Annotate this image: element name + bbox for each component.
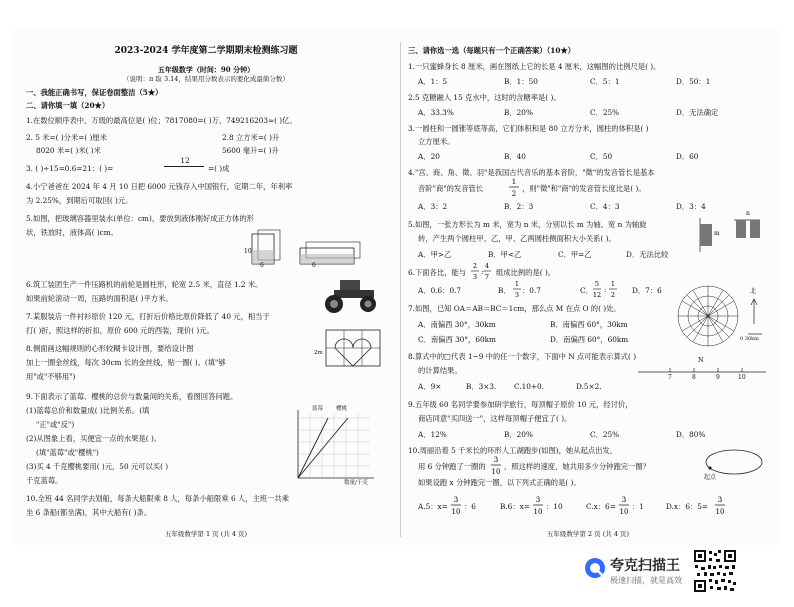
r8-opt-a: A．9×	[418, 382, 442, 391]
r8-point-n: N	[698, 356, 704, 364]
q5-dim-3: 6	[312, 262, 316, 269]
svg-text:10: 10	[491, 468, 501, 476]
r4-opt-c: C．4：3	[590, 202, 620, 211]
r5b: 转，产生两个圆柱甲、乙，甲、乙两圆柱侧面积大小关系( )。	[418, 234, 616, 243]
r10-opt-c-fraction	[618, 494, 630, 518]
r1: 1.一只蜜蜂身长 8 厘米，画在图纸上它的长是 4 厘米，这幅图的比例尺是( )。	[408, 62, 661, 71]
r8-number-line	[634, 364, 770, 384]
r5: 5.如图，一张方形长为 m 米，宽为 n 米，分别以长 m 为轴、宽 n 为轴旋	[408, 220, 647, 229]
q3: 3. ( )÷15=0.6=21：( )=	[26, 164, 114, 173]
q9-legend-blueberry: 蓝莓	[312, 406, 324, 412]
r5-label-n: n	[746, 210, 750, 217]
page-1	[22, 30, 390, 545]
q2d: 5600 毫升=( )升	[222, 146, 279, 155]
page-2-footer: 五年级数学第 2 页 (共 4 页)	[546, 530, 630, 538]
r10-opt-c: C.x：6=	[586, 502, 616, 511]
r6: 6.下面各比，能与	[408, 268, 467, 277]
r6-ratio-fraction	[470, 260, 492, 284]
r10-opt-a-fraction	[450, 494, 462, 518]
r4b2: ，则"徵"和"商"的发音管长度比是( )。	[522, 184, 646, 193]
r1-opt-c: C．5：1	[590, 77, 620, 86]
r7-opt-c: C．南偏西 30°，60km	[418, 335, 496, 344]
r4b: 音阶"商"的发音管长	[418, 184, 484, 193]
page-divider	[400, 42, 401, 537]
r2-opt-b: B．20%	[504, 108, 533, 117]
r3b: 立方厘米。	[418, 137, 455, 146]
svg-text:2: 2	[610, 291, 616, 299]
svg-text:4: 4	[484, 262, 490, 270]
svg-text::: :	[481, 268, 484, 276]
r9-opt-a: A．12%	[418, 430, 447, 439]
q7b: 打( )折，照这样的折扣，原价 600 元的西装，现价( )元。	[26, 326, 214, 335]
scanner-brand-name: 夸克扫描王	[610, 558, 680, 574]
r1-opt-d: D．50：1	[676, 77, 711, 86]
r4-opt-d: D．3：4	[676, 202, 706, 211]
r10b: 用 6 分钟跑了一圈的	[418, 462, 486, 471]
r6-opt-b-tail: ：0.7	[522, 286, 541, 295]
q7: 7.某服装店一件衬衫原价 120 元，打折后价格比原价降低了 40 元，相当于	[26, 312, 270, 321]
r4: 4."宫、商、角、徵、羽"是我国古代音乐的基本音阶，"徵"的发音管长是基本	[408, 168, 655, 177]
r10-start-label: 起点	[704, 474, 717, 481]
r10-opt-c-tail: ：1	[632, 502, 644, 511]
svg-text:3: 3	[453, 496, 459, 504]
svg-text:3: 3	[621, 496, 627, 504]
scanner-logo-icon	[584, 557, 606, 579]
r9: 9.五年级 60 名同学要参加研学旅行，每顶帽子原价 10 元，经讨价，	[408, 400, 633, 409]
svg-text:7: 7	[484, 273, 490, 281]
q6: 6.筑工装团生产一件压路机的前轮是圆柱形，轮宽 2.5 米，直径 1.2 米。	[26, 280, 263, 289]
q3-frac-num: 12	[180, 156, 190, 165]
r8-tick-8: 8	[692, 374, 696, 381]
r4-opt-b: B．2：3	[504, 202, 534, 211]
r1-opt-a: A．1：5	[418, 77, 448, 86]
r10-opt-b-tail: ：10	[546, 502, 563, 511]
svg-text:3: 3	[535, 496, 541, 504]
r10-opt-d-fraction	[714, 494, 726, 518]
r2-opt-a: A．33.3%	[418, 108, 454, 117]
r8-tick-10: 10	[738, 374, 746, 381]
r8-tick-7: 7	[668, 374, 672, 381]
q3-tail: =( )成	[208, 164, 230, 173]
q8-unit: 2m	[314, 350, 323, 356]
r7-scale-label: 0 30km	[740, 336, 759, 342]
r7-opt-d: D．南偏西 60°，60km	[550, 335, 629, 344]
r10-opt-d: D.x：6：5=	[666, 502, 709, 511]
exam-subject: 五年级数学（时间：90 分钟）	[157, 65, 255, 74]
r7-opt-b: B．南偏西 60°，30km	[550, 320, 628, 329]
svg-text:3: 3	[472, 273, 478, 281]
r5-opt-a: A．甲>乙	[418, 250, 452, 259]
svg-text:3: 3	[514, 291, 520, 299]
r6-opt-b: B．	[498, 286, 511, 295]
r9b: 商店同意"买四送一"，这样每顶帽子便宜了( )。	[418, 414, 572, 423]
svg-text:10: 10	[451, 508, 461, 516]
q6b: 如果前轮滚动一周，压路的面积是( )平方米。	[26, 294, 173, 303]
q5: 5.如图，把玻璃容器里装水(单位：cm)，要放到液体刚好成正方体的形	[26, 214, 254, 223]
svg-text:1: 1	[511, 178, 517, 186]
svg-text:1: 1	[610, 280, 616, 288]
r6-opt-a: A．0.6：0.7	[418, 286, 462, 295]
r10-opt-a-tail: ：6	[464, 502, 476, 511]
q5b: 状，铁放时，液体高( )cm。	[26, 228, 118, 237]
q4: 4.小宁爸爸在 2024 年 4 月 10 日把 6000 元钱存入中国银行，定期二年，年利率	[26, 182, 293, 191]
svg-text:2: 2	[511, 190, 517, 198]
r10: 10.周丽沿着 5 千米长的环形人工湖跑步(如图)，她从起点出发，	[408, 446, 617, 455]
q10b: 坐 6 条船(都坐满)，其中大船有( )条。	[26, 508, 152, 517]
page-2	[404, 30, 772, 545]
svg-text:3: 3	[717, 496, 723, 504]
r7-polar-figure	[674, 282, 746, 348]
exam-title: 2023-2024 学年度第二学期期末检测练习题	[114, 46, 298, 56]
q10: 10.全班 44 名同学去划船，每条大船限乘 8 人，每条小船限乘 6 人，主班一共乘	[26, 494, 289, 503]
r6-opt-c-ratio	[592, 278, 622, 302]
r9-opt-d: D．80%	[676, 430, 706, 439]
r6-opt-d: D．7：6	[632, 286, 662, 295]
q8b: 加上一圈金丝线，每次 30cm 长的金丝线，贴一圈( )。(填"够	[26, 358, 226, 367]
r7-opt-a: A．南偏西 30°，30km	[418, 320, 496, 329]
r8-opt-c: C.10+0.	[514, 382, 545, 391]
svg-text:2: 2	[472, 262, 478, 270]
r5-opt-c: C．甲=乙	[558, 250, 592, 259]
section-2: 二、请你填一填（20★）	[26, 101, 110, 110]
svg-text::: :	[604, 286, 607, 294]
q9-price-chart	[284, 404, 384, 490]
q1: 1.在数位顺序表中，万级的最高位是( )位；7817080=( )万，749216203≈( )亿。	[26, 116, 297, 125]
q9: 9.下面表示了蓝莓、樱桃的总价与数量间的关系，看图回答问题。	[26, 392, 238, 401]
r5-opt-d: D．无法比较	[626, 250, 669, 259]
r4-fraction	[508, 176, 520, 200]
r2-opt-c: C．25%	[590, 108, 620, 117]
r8-opt-d: D.5×2.	[576, 382, 602, 391]
r3: 3.一圆柱和一圆锥等底等高，它们体积和是 80 立方分米，圆柱的体积是( )	[408, 124, 649, 133]
q9c2: 千克蓝莓。	[26, 476, 63, 485]
exam-note: （说明：π 取 3.14，结果用分数表示的要化成最简分数）	[123, 75, 289, 83]
r10-opt-a: A.5：x=	[418, 502, 448, 511]
r10-opt-b: B.6：x=	[500, 502, 530, 511]
q9-legend-cherry: 樱桃	[336, 406, 348, 412]
svg-text:10: 10	[533, 508, 543, 516]
r7-north-label: 北	[750, 288, 757, 295]
r4-opt-a: A．3：2	[418, 202, 448, 211]
q4b: 为 2.25%，到期后可取回( )元。	[26, 196, 133, 205]
svg-text:10: 10	[619, 508, 629, 516]
r8-tick-9: 9	[716, 374, 720, 381]
q2c: 8020 米=( )米( )米	[36, 146, 101, 155]
r8: 8.算式中的□代表 1~9 中的任一个数字，下面中 N 点可能表示算式( )	[408, 352, 637, 361]
r3-opt-a: A．20	[418, 152, 440, 161]
r10-fraction	[490, 454, 502, 478]
q2a: 2. 5 米=( )分米=( )厘米	[26, 133, 107, 142]
q8: 8.侧面画这幅规则的心形较糊卡设计图，要给设计图	[26, 344, 194, 353]
r3-opt-b: B．40	[504, 152, 526, 161]
q2b: 2.8 立方米=( )升	[222, 133, 280, 142]
section-3: 三、请你选一选（每题只有一个正确答案）（10★）	[408, 46, 576, 55]
svg-text:5: 5	[594, 280, 600, 288]
r8-opt-b: B．3×3.	[466, 382, 497, 391]
svg-text:1: 1	[514, 280, 520, 288]
r10b2: ，照这样的速度，她共用多少分钟跑完一圈？	[504, 462, 650, 471]
r5-rectangles-figure	[696, 212, 770, 258]
q9-x-label: 数量/千克	[344, 480, 368, 486]
r8b: 的计算结果。	[418, 366, 462, 375]
q8c: 用"或"不够用")	[26, 372, 76, 381]
r9-opt-c: C．25%	[590, 430, 620, 439]
q3-frac-bar	[164, 166, 204, 167]
q5-dim-1: 6	[260, 262, 264, 269]
r5-opt-b: B．甲<乙	[488, 250, 522, 259]
r2-opt-d: D．无法确定	[676, 108, 719, 117]
q9c: (3)买 4 千克樱桃要用( )元，50 元可以买( )	[26, 462, 169, 471]
qr-code	[692, 548, 738, 594]
r6b: 组成比例的是( )。	[496, 268, 556, 277]
r6-opt-c: C．	[580, 286, 593, 295]
q9b2: (填"蓝莓"或"樱桃")	[36, 448, 99, 457]
r7: 7.如图，已知 OA＝AB＝BC＝1cm，那么点 M 在点 O 的( )处。	[408, 304, 621, 313]
q9a: (1)蓝莓总价和数量成( )比例关系。(填	[26, 406, 150, 415]
r1-opt-b: B．1：50	[504, 77, 538, 86]
svg-text:3: 3	[493, 456, 499, 464]
exam-sheet	[14, 30, 780, 545]
r10c: 如果设跑 x 分钟跑完一圈，以下列式正确的是( )。	[418, 478, 581, 487]
r2: 2.5 克糖融入 15 克水中，这时的含糖率是( )。	[408, 93, 561, 102]
road-roller-image	[320, 276, 384, 314]
r3-opt-d: D．60	[676, 152, 699, 161]
q5-dim-2: 10	[244, 248, 252, 255]
q9a2: "正"或"反")	[36, 420, 75, 429]
svg-text:10: 10	[715, 508, 725, 516]
r9-opt-b: B．20%	[504, 430, 533, 439]
page-1-footer: 五年级数学第 1 页 (共 4 页)	[164, 530, 248, 538]
r7-north-arrow	[748, 296, 768, 340]
section-1: 一、我能正确书写，保证卷面整洁（5★）	[26, 88, 163, 97]
r5-label-m: m	[714, 230, 720, 237]
q9b: (2)从图象上看，买便宜一点的水果是( )。	[26, 434, 162, 443]
scanner-brand-slogan: 极速扫描，就是高效	[610, 576, 682, 585]
r6-opt-b-fraction	[512, 278, 522, 302]
r10-opt-b-fraction	[532, 494, 544, 518]
heart-grid-figure	[320, 326, 382, 372]
r3-opt-c: C．50	[590, 152, 613, 161]
svg-text:12: 12	[592, 291, 602, 299]
